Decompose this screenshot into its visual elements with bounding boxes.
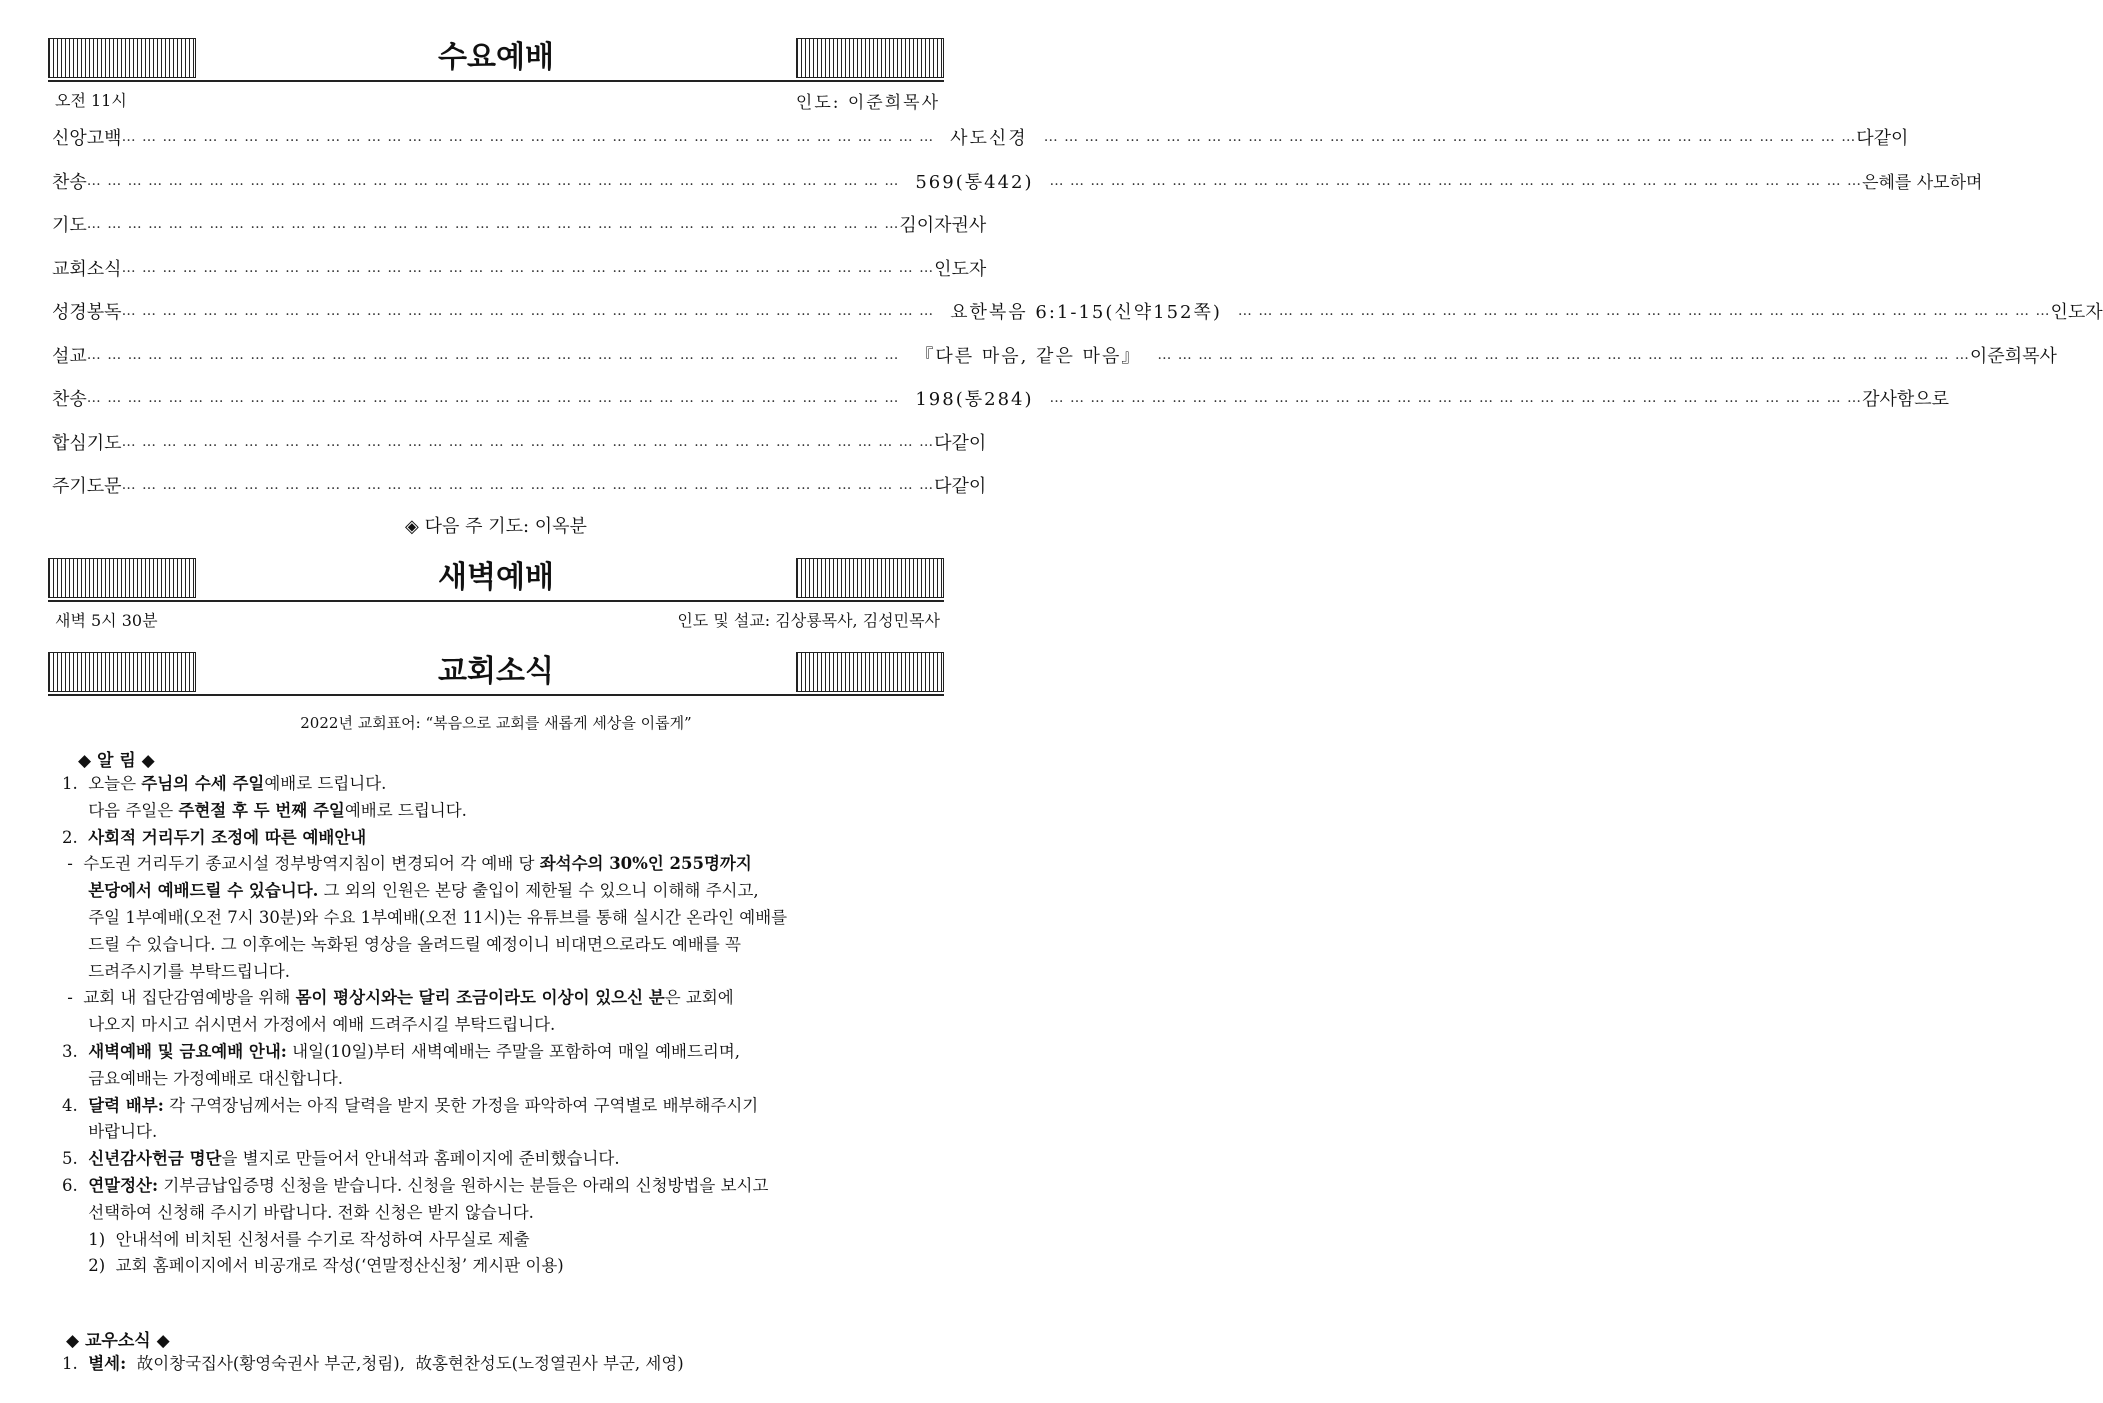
glyph: 도 bbox=[86, 476, 105, 497]
banner-hatch-left bbox=[48, 558, 196, 598]
glyph: 권 bbox=[951, 215, 969, 236]
notice-bold-text: 좌석수의 30%인 255명까지 bbox=[539, 854, 752, 874]
glyph: 다 bbox=[934, 432, 952, 454]
glyph: 준 bbox=[1987, 345, 2005, 367]
worship-item-person bbox=[934, 255, 986, 281]
glyph: 송 bbox=[69, 171, 87, 193]
notice-bold-text: 주님의 수세 주일 bbox=[141, 774, 265, 793]
worship-item-person bbox=[1856, 124, 1908, 150]
notice-text: 2) 교회 홈페이지에서 비공개로 작성(‘연말정산신청’ 게시판 이용) bbox=[62, 1256, 564, 1276]
worship-item-label bbox=[52, 211, 87, 237]
worship-item-content: 『다른 마음, 같은 마음』 bbox=[915, 345, 1142, 367]
notice-text bbox=[62, 881, 88, 900]
notice-text: 그 외의 인원은 본당 출입이 제한될 수 있으니 이해해 주시고, bbox=[318, 881, 759, 901]
worship-row bbox=[52, 122, 1909, 152]
notice-text: 예배로 드립니다. bbox=[264, 774, 387, 793]
glyph: 이 bbox=[968, 476, 987, 497]
notice-text: 금요예배는 가정예배로 대신합니다. bbox=[62, 1068, 344, 1088]
notice-text: 5. bbox=[62, 1149, 89, 1169]
notice-text: 각 구역장님께서는 아직 달력을 받지 못한 가정을 파악하여 구역별로 배부해주시기 bbox=[163, 1095, 759, 1115]
worship-row bbox=[52, 296, 2103, 326]
leader-dots: … … … … … … … … … … … … … … … … … … … … … … … … … … … … … … … … … … … … … … … … bbox=[1049, 172, 1863, 189]
notice-text: 6. bbox=[62, 1176, 89, 1195]
glyph: 자 bbox=[934, 215, 952, 236]
glyph: 으 bbox=[1914, 389, 1932, 410]
notice-text: 4. bbox=[62, 1095, 89, 1115]
dawn-service-title: 새벽예배 bbox=[438, 560, 554, 595]
glyph: 로 bbox=[1931, 389, 1950, 410]
glyph: 다 bbox=[934, 476, 952, 497]
glyph: 신 bbox=[52, 128, 70, 149]
glyph: 심 bbox=[69, 432, 87, 454]
notice-text: 드려주시기를 부탁드립니다. bbox=[62, 961, 290, 981]
glyph: 독 bbox=[104, 302, 122, 323]
leader-dots: … … … … … … … … … … … … … … … … … … … … … … … … … … … … … … … … … … … … … … … … bbox=[1157, 346, 1970, 363]
notice-text: 1) 안내석에 비치된 신청서를 수기로 작성하여 사무실로 제출 bbox=[62, 1229, 530, 1249]
notice-line bbox=[62, 1145, 942, 1172]
glyph: 도 bbox=[104, 432, 122, 454]
glyph: 이 bbox=[968, 432, 987, 454]
service-time: 오전 11시 bbox=[55, 91, 127, 110]
notice-bold-text: 몸이 평상시와는 달리 조금이라도 이상이 있으신 분 bbox=[295, 988, 665, 1008]
worship-row bbox=[52, 166, 1983, 196]
notice-bold-text: 본당에서 예배드릴 수 있습니다. bbox=[88, 881, 319, 901]
worship-row bbox=[52, 253, 987, 283]
glyph: 봉 bbox=[86, 302, 105, 323]
notice-bold-text: 신년감사헌금 명단 bbox=[88, 1149, 222, 1169]
glyph: 인 bbox=[934, 258, 952, 280]
glyph: 다 bbox=[1856, 128, 1874, 149]
dawn-service-banner bbox=[48, 556, 944, 602]
glyph: 도 bbox=[69, 215, 87, 236]
leader-dots: … … … … … … … … … … … … … … … … … … … … … … … … … … … … … … … … … … … … … … … … bbox=[121, 259, 935, 276]
notice-heading: ◆ 알 림 ◆ bbox=[78, 751, 155, 771]
notice-text: 내일(10일)부터 새벽예배는 주말을 포함하여 매일 예배드리며, bbox=[286, 1042, 741, 1061]
notice-text: 3. bbox=[62, 1042, 89, 1061]
glyph: 같 bbox=[1873, 128, 1892, 149]
worship-row bbox=[52, 470, 987, 500]
dawn-service-header bbox=[55, 608, 940, 631]
leader-dots: … … … … … … … … … … … … … … … … … … … … … … … … … … … … … … … … … … … … … … … … bbox=[1049, 390, 1863, 406]
dawn-service-leader: 인도 및 설교: 김상룡목사, 김성민목사 bbox=[677, 611, 940, 630]
glyph: 소 bbox=[86, 258, 105, 280]
glyph: 교 bbox=[69, 345, 87, 367]
glyph: 김 bbox=[899, 215, 917, 236]
leader-dots: … … … … … … … … … … … … … … … … … … … … … … … … … … … … … … … … … … … … … … … … bbox=[86, 216, 900, 232]
banner-hatch-right bbox=[796, 558, 944, 598]
notice-text: 2. bbox=[62, 827, 89, 847]
glyph: 이 bbox=[916, 215, 935, 236]
glyph: 희 bbox=[2004, 345, 2023, 367]
banner-hatch-left bbox=[48, 38, 196, 78]
notice-text: 1. 오늘은 bbox=[62, 774, 142, 793]
worship-item-label bbox=[52, 255, 122, 281]
glyph: 고 bbox=[86, 128, 105, 149]
notice-text: 나오지 마시고 쉬시면서 가정에서 예배 드려주시길 부탁드립니다. bbox=[62, 1015, 556, 1035]
worship-item-person bbox=[2050, 298, 2102, 324]
worship-row bbox=[52, 209, 987, 239]
glyph: 목 bbox=[2022, 345, 2040, 367]
glyph: 성 bbox=[52, 302, 70, 323]
wednesday-service-title: 수요예배 bbox=[438, 40, 554, 75]
wednesday-service-header bbox=[55, 88, 940, 113]
worship-item-content: 요한복음 6:1-15(신약152쪽) bbox=[950, 302, 1222, 323]
worship-item-content: 사도신경 bbox=[950, 128, 1028, 149]
glyph: 사 bbox=[2039, 345, 2057, 367]
leader-dots: … … … … … … … … … … … … … … … … … … … … … … … … … … … … … … … … … … … … … … … … bbox=[121, 433, 935, 450]
glyph: 사 bbox=[968, 215, 987, 236]
next-week-prayer: ◈ 다음 주 기도: 이옥분 bbox=[405, 516, 587, 537]
leader-dots: … … … … … … … … … … … … … … … … … … … … … … … … … … … … … … … … … … … … … … … … bbox=[86, 172, 900, 189]
leader-dots: … … … … … … … … … … … … … … … … … … … … … … … … … … … … … … … … … … … … … … … … bbox=[1237, 303, 2051, 319]
member-news-bold: 별세: bbox=[88, 1354, 127, 1373]
notice-line bbox=[62, 877, 942, 904]
worship-row bbox=[52, 427, 987, 457]
glyph: 송 bbox=[69, 389, 87, 410]
glyph: 감 bbox=[1862, 389, 1880, 410]
notice-line bbox=[62, 1118, 942, 1145]
leader-dots: … … … … … … … … … … … … … … … … … … … … … … … … … … … … … … … … … … … … … … … … bbox=[86, 390, 900, 406]
notice-line bbox=[62, 984, 942, 1011]
worship-item-content: 569(통442) bbox=[915, 171, 1034, 193]
notice-line bbox=[62, 1038, 942, 1065]
church-motto: 2022년 교회표어: “복음으로 교회를 새롭게 세상을 이롭게” bbox=[300, 714, 692, 732]
leader-dots: … … … … … … … … … … … … … … … … … … … … … … … … … … … … … … … … … … … … … … … … bbox=[121, 477, 935, 493]
church-news-banner bbox=[48, 650, 944, 696]
church-news-title: 교회소식 bbox=[438, 654, 554, 689]
wednesday-service-banner bbox=[48, 36, 944, 82]
worship-item-person bbox=[934, 429, 986, 455]
glyph: 설 bbox=[52, 345, 70, 367]
notice-line bbox=[62, 797, 942, 824]
notice-text: 다음 주일은 bbox=[62, 800, 179, 820]
banner-hatch-right bbox=[796, 38, 944, 78]
worship-item-content: 198(통284) bbox=[915, 389, 1034, 410]
glyph: 인 bbox=[2050, 302, 2068, 323]
notice-line bbox=[62, 1011, 942, 1038]
member-news-prefix: 1. bbox=[62, 1354, 89, 1373]
notice-line bbox=[62, 1252, 942, 1279]
glyph: 주 bbox=[52, 476, 70, 497]
glyph: 도 bbox=[951, 258, 969, 280]
worship-item-label bbox=[52, 429, 122, 455]
glyph: 같 bbox=[951, 432, 969, 454]
service-leader: 인도: 이준희목사 bbox=[795, 93, 940, 113]
notice-line bbox=[62, 958, 942, 985]
worship-item-person bbox=[1970, 342, 2057, 368]
notice-bold-text: 연말정산: bbox=[88, 1176, 159, 1195]
notice-line bbox=[62, 850, 942, 877]
notice-text: - 교회 내 집단감염예방을 위해 bbox=[62, 988, 296, 1008]
glyph: 경 bbox=[69, 302, 87, 323]
notice-line bbox=[62, 1092, 942, 1119]
notice-line bbox=[62, 904, 942, 931]
glyph: 식 bbox=[104, 258, 122, 280]
banner-hatch-right bbox=[796, 652, 944, 692]
glyph: 사 bbox=[1879, 389, 1897, 410]
glyph: 찬 bbox=[52, 389, 70, 410]
worship-item-person bbox=[1862, 385, 1949, 411]
notice-line bbox=[62, 1065, 942, 1092]
worship-row bbox=[52, 383, 1950, 413]
glyph: 앙 bbox=[69, 128, 87, 149]
notice-bold-text: 주현절 후 두 번째 주일 bbox=[178, 800, 345, 820]
glyph: 같 bbox=[951, 476, 969, 497]
worship-item-person: 은혜를 사모하며 bbox=[1862, 173, 1983, 193]
member-news-line bbox=[62, 1350, 942, 1377]
glyph: 이 bbox=[1891, 128, 1909, 149]
glyph: 찬 bbox=[52, 171, 70, 193]
glyph: 합 bbox=[52, 432, 70, 454]
leader-dots: … … … … … … … … … … … … … … … … … … … … … … … … … … … … … … … … … … … … … … … … bbox=[86, 346, 900, 363]
notice-text: 주일 1부예배(오전 7시 30분)와 수요 1부예배(오전 11시)는 유튜브를 통해 실시간 온라인 예배를 bbox=[62, 908, 788, 927]
leader-dots: … … … … … … … … … … … … … … … … … … … … … … … … … … … … … … … … … … … … … … … … bbox=[121, 129, 935, 145]
glyph: 교 bbox=[52, 258, 70, 280]
notice-line bbox=[62, 931, 942, 958]
worship-item-label bbox=[52, 124, 122, 150]
glyph: 자 bbox=[968, 258, 987, 280]
notice-text: 은 교회에 bbox=[664, 988, 734, 1008]
notice-line bbox=[62, 824, 942, 851]
banner-hatch-left bbox=[48, 652, 196, 692]
glyph: 기 bbox=[52, 215, 70, 236]
notice-bold-text: 달력 배부: bbox=[88, 1095, 164, 1115]
glyph: 이 bbox=[1969, 345, 1988, 367]
glyph: 회 bbox=[69, 258, 87, 280]
worship-item-label bbox=[52, 342, 87, 368]
dawn-service-time: 새벽 5시 30분 bbox=[55, 611, 158, 630]
worship-item-label bbox=[52, 472, 122, 498]
glyph: 기 bbox=[69, 476, 87, 497]
worship-row bbox=[52, 340, 2057, 370]
worship-item-label bbox=[52, 168, 87, 194]
glyph: 백 bbox=[104, 128, 122, 149]
worship-item-label bbox=[52, 298, 122, 324]
glyph: 도 bbox=[2067, 302, 2086, 323]
member-news-text: 故이창국집사(황영숙권사 부군,청림), 故홍현찬성도(노정열권사 부군, 세영) bbox=[126, 1354, 684, 1373]
worship-item-label bbox=[52, 385, 87, 411]
notice-text: 을 별지로 만들어서 안내석과 홈페이지에 준비했습니다. bbox=[221, 1149, 620, 1169]
notice-bold-text: 사회적 거리두기 조정에 따른 예배안내 bbox=[88, 827, 367, 847]
notice-text: - 수도권 거리두기 종교시설 정부방역지침이 변경되어 각 예배 당 bbox=[62, 854, 540, 874]
glyph: 함 bbox=[1896, 389, 1915, 410]
worship-item-person bbox=[934, 472, 986, 498]
notice-line bbox=[62, 1226, 942, 1253]
notice-text: 예배로 드립니다. bbox=[344, 800, 467, 820]
notice-line bbox=[62, 1199, 942, 1226]
notice-line bbox=[62, 770, 942, 797]
worship-item-person bbox=[899, 211, 986, 237]
member-news-heading: ◆ 교우소식 ◆ bbox=[66, 1331, 170, 1351]
notice-text: 기부금납입증명 신청을 받습니다. 신청을 원하시는 분들은 아래의 신청방법을 보시고 bbox=[158, 1176, 769, 1195]
notice-text: 바랍니다. bbox=[62, 1122, 158, 1142]
glyph: 기 bbox=[86, 432, 105, 454]
glyph: 문 bbox=[104, 476, 122, 497]
glyph: 자 bbox=[2085, 302, 2103, 323]
notice-text: 선택하여 신청해 주시기 바랍니다. 전화 신청은 받지 않습니다. bbox=[62, 1202, 534, 1222]
notice-line bbox=[62, 1172, 942, 1199]
leader-dots: … … … … … … … … … … … … … … … … … … … … … … … … … … … … … … … … … … … … … … … … bbox=[121, 303, 935, 319]
notice-text: 드릴 수 있습니다. 그 이후에는 녹화된 영상을 올려드릴 예정이니 비대면으로라도 예배를 꼭 bbox=[62, 934, 741, 954]
notice-bold-text: 새벽예배 및 금요예배 안내: bbox=[88, 1042, 287, 1061]
leader-dots: … … … … … … … … … … … … … … … … … … … … … … … … … … … … … … … … … … … … … … … … bbox=[1043, 129, 1857, 145]
